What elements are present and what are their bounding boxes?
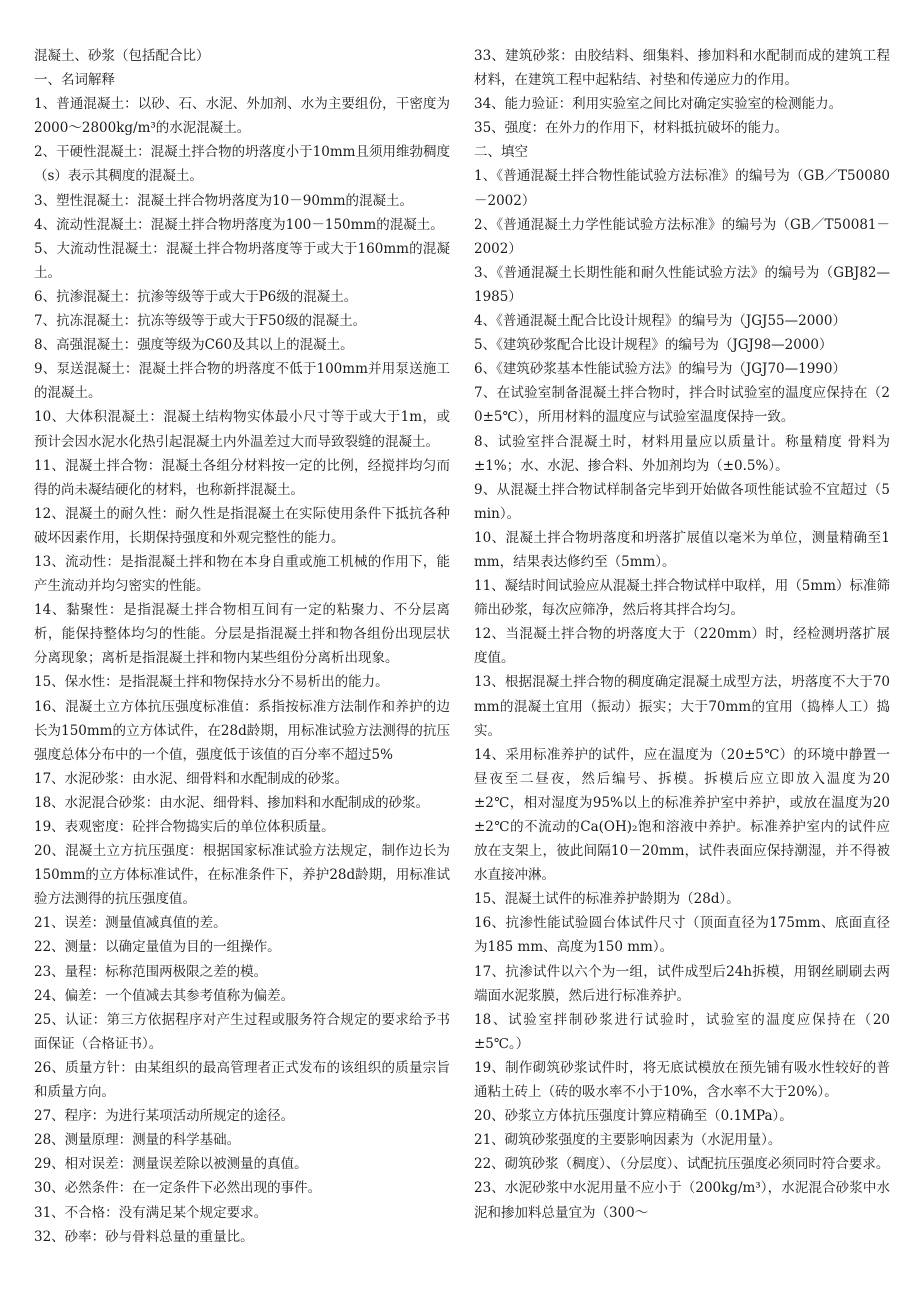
left-paragraph: 9、泵送混凝土：混凝土拌合物的坍落度不低于100mm并用泵送施工的混凝土。 xyxy=(34,361,450,402)
left-paragraph: 29、相对误差：测量误差除以被测量的真值。 xyxy=(34,1156,308,1173)
left-paragraph: 25、认证：第三方依据程序对产生过程或服务符合规定的要求给予书面保证（合格证书）。 xyxy=(34,1011,450,1052)
left-paragraph: 7、抗冻混凝土：抗冻等级等于或大于F50级的混凝土。 xyxy=(34,313,367,330)
right-paragraph: 12、当混凝土拌合物的坍落度大于（220mm）时，经检测坍落扩展度值。 xyxy=(474,626,890,667)
right-paragraph: 3、《普通混凝土长期性能和耐久性能试验方法》的编号为（GBJ82—1985） xyxy=(474,264,890,305)
left-paragraph: 13、流动性：是指混凝土拌和物在本身自重或施工机械的作用下，能产生流动并均匀密实的性能。 xyxy=(34,553,450,595)
right-paragraph: 11、凝结时间试验应从混凝土拌合物试样中取样，用（5mm）标准筛筛出砂浆，每次应筛净，然后将其拌合均匀。 xyxy=(474,578,890,619)
right-paragraph: 35、强度：在外力的作用下，材料抵抗破坏的能力。 xyxy=(474,120,789,137)
right-paragraph: 二、填空 xyxy=(474,144,528,161)
left-paragraph: 3、塑性混凝土：混凝土拌合物坍落度为10－90mm的混凝土。 xyxy=(34,192,414,209)
left-paragraph: 1、普通混凝土：以砂、石、水泥、外加剂、水为主要组份，干密度为2000～2800kg/m³的水泥混凝土。 xyxy=(34,96,450,137)
left-paragraph: 18、水泥混合砂浆：由水泥、细骨料、掺加料和水配制成的砂浆。 xyxy=(34,794,430,811)
left-paragraph: 30、必然条件：在一定条件下必然出现的事件。 xyxy=(34,1180,322,1197)
left-paragraph: 21、误差：测量值减真值的差。 xyxy=(34,915,227,932)
right-paragraph: 1、《普通混凝土拌合物性能试验方法标准》的编号为（GB／T50080－2002） xyxy=(474,168,890,209)
left-paragraph: 26、质量方针：由某组织的最高管理者正式发布的该组织的质量宗旨和质量方向。 xyxy=(34,1059,450,1101)
left-paragraph: 4、流动性混凝土：混凝土拌合物坍落度为100－150mm的混凝土。 xyxy=(34,216,444,233)
left-paragraph: 27、程序：为进行某项活动所规定的途径。 xyxy=(34,1108,295,1125)
left-paragraph: 17、水泥砂浆：由水泥、细骨料和水配制成的砂浆。 xyxy=(34,770,349,787)
left-paragraph: 混凝土、砂浆（包括配合比） xyxy=(34,48,210,64)
right-paragraph: 21、砌筑砂浆强度的主要影响因素为（水泥用量）。 xyxy=(474,1132,782,1149)
right-paragraph: 34、能力验证：利用实验室之间比对确定实验室的检测能力。 xyxy=(474,96,843,113)
left-paragraph: 6、抗渗混凝土：抗渗等级等于或大于P6级的混凝土。 xyxy=(34,288,358,305)
right-paragraph: 10、混凝土拌合物坍落度和坍落扩展值以毫米为单位，测量精确至1mm，结果表达修约至（5mm）。 xyxy=(474,529,890,570)
right-paragraph: 9、从混凝土拌合物试样制备完毕到开始做各项性能试验不宜超过（5min）。 xyxy=(474,481,890,522)
right-paragraph: 7、在试验室制备混凝土拌合物时，拌合时试验室的温度应保持在（20±5℃），所用材料的温度应与试验室温度保持一致。 xyxy=(474,385,890,426)
right-paragraph: 4、《普通混凝土配合比设计规程》的编号为（JGJ55—2000） xyxy=(474,313,846,330)
right-paragraph: 8、试验室拌合混凝土时，材料用量应以质量计。称量精度 骨料为±1%；水、水泥、掺合料、外加剂均为（±0.5%）。 xyxy=(474,433,890,474)
left-paragraph: 5、大流动性混凝土：混凝土拌合物坍落度等于或大于160mm的混凝土。 xyxy=(34,240,450,281)
left-paragraph: 2、干硬性混凝土：混凝土拌合物的坍落度小于10mm且须用维勃稠度（s）表示其稠度的混凝土。 xyxy=(34,144,450,185)
left-paragraph: 16、混凝土立方体抗压强度标准值：系指按标准方法制作和养护的边长为150mm的立方体试件，在28d龄期，用标准试验方法测得的抗压强度总体分布中的一个值，强度低于该值的百分率不超过5% xyxy=(34,698,450,763)
right-paragraph: 15、混凝土试件的标准养护龄期为（28d）。 xyxy=(474,891,740,908)
left-column xyxy=(34,44,450,1249)
right-paragraph: 17、抗渗试件以六个为一组，试件成型后24h拆模，用钢丝刷刷去两端面水泥浆膜，然后进行标准养护。 xyxy=(474,963,890,1004)
right-paragraph: 19、制作砌筑砂浆试件时，将无底试模放在预先铺有吸水性较好的普通粘土砖上（砖的吸水率不小于10%，含水率不大于20%）。 xyxy=(474,1059,890,1101)
left-paragraph: 19、表观密度：砼拌合物捣实后的单位体积质量。 xyxy=(34,819,335,835)
left-paragraph: 12、混凝土的耐久性：耐久性是指混凝土在实际使用条件下抵抗各种破坏因素作用，长期保持强度和外观完整性的能力。 xyxy=(34,505,450,546)
right-paragraph: 2、《普通混凝土力学性能试验方法标准》的编号为（GB／T50081－2002） xyxy=(474,216,890,257)
left-paragraph: 23、量程：标称范围两极限之差的模。 xyxy=(34,963,268,980)
right-paragraph: 20、砂浆立方体抗压强度计算应精确至（0.1MPa）。 xyxy=(474,1108,793,1125)
left-paragraph: 15、保水性：是指混凝土拌和物保持水分不易析出的能力。 xyxy=(34,674,389,691)
right-paragraph: 5、《建筑砂浆配合比设计规程》的编号为（JGJ98—2000） xyxy=(474,337,833,354)
left-paragraph: 24、偏差：一个值减去其参考值称为偏差。 xyxy=(34,987,295,1004)
left-paragraph: 22、测量：以确定量值为目的一组操作。 xyxy=(34,939,281,956)
left-paragraph: 14、黏聚性：是指混凝土拌合物相互间有一定的粘聚力、不分层离析，能保持整体均匀的性能。分层是指混凝土拌和物各组份出现层状分离现象；离析是指混凝土拌和物内某些组份分离析出现象。 xyxy=(34,602,450,667)
left-paragraph: 31、不合格：没有满足某个规定要求。 xyxy=(34,1204,268,1221)
left-paragraph: 11、混凝土拌合物：混凝土各组分材料按一定的比例，经搅拌均匀而得的尚未凝结硬化的材料，也称新拌混凝土。 xyxy=(34,457,450,498)
left-paragraph: 20、混凝土立方抗压强度：根据国家标准试验方法规定，制作边长为150mm的立方体标准试件，在标准条件下，养护28d龄期，用标准试验方法测得的抗压强度值。 xyxy=(34,843,450,908)
left-paragraph: 32、砂率：砂与骨料总量的重量比。 xyxy=(34,1228,254,1245)
left-paragraph: 10、大体积混凝土：混凝土结构物实体最小尺寸等于或大于1m，或预计会因水泥水化热引起混凝土内外温差过大而导致裂缝的混凝土。 xyxy=(34,409,450,450)
right-paragraph: 18、试验室拌制砂浆进行试验时，试验室的温度应保持在（20±5℃。） xyxy=(474,1011,890,1052)
left-paragraph: 一、名词解释 xyxy=(34,72,115,89)
right-paragraph: 22、砌筑砂浆（稠度）、（分层度）、试配抗压强度必须同时符合要求。 xyxy=(474,1156,890,1173)
right-paragraph: 6、《建筑砂浆基本性能试验方法》的编号为（JGJ70—1990） xyxy=(474,361,846,378)
left-paragraph: 28、测量原理：测量的科学基础。 xyxy=(34,1132,241,1149)
right-paragraph: 33、建筑砂浆：由胶结料、细集料、掺加料和水配制而成的建筑工程材料，在建筑工程中起粘结、衬垫和传递应力的作用。 xyxy=(474,48,890,89)
right-column xyxy=(474,44,890,1225)
right-paragraph: 14、采用标准养护的试件，应在温度为（20±5℃）的环境中静置一昼夜至二昼夜，然后编号、拆模。拆模后应立即放入温度为20±2℃，相对湿度为95%以上的标准养护室中养护，或放在温度为20±2℃的不流动的Ca(OH)₂饱和溶液中养护。标准养护室内的试件应放在支架上，彼此间隔10－20mm，试件表面应保持潮湿，并不得被水直接冲淋。 xyxy=(474,746,890,884)
right-paragraph: 23、水泥砂浆中水泥用量不应小于（200kg/m³），水泥混合砂浆中水泥和掺加料总量宜为（300～ xyxy=(474,1180,890,1221)
left-paragraph: 8、高强混凝土：强度等级为C60及其以上的混凝土。 xyxy=(34,337,354,354)
right-paragraph: 16、抗渗性能试验圆台体试件尺寸（顶面直径为175mm、底面直径为185 mm、高度为150 mm）。 xyxy=(474,915,890,956)
right-paragraph: 13、根据混凝土拌合物的稠度确定混凝土成型方法，坍落度不大于70mm的混凝土宜用（振动）振实；大于70mm的宜用（捣棒人工）捣实。 xyxy=(474,674,890,739)
